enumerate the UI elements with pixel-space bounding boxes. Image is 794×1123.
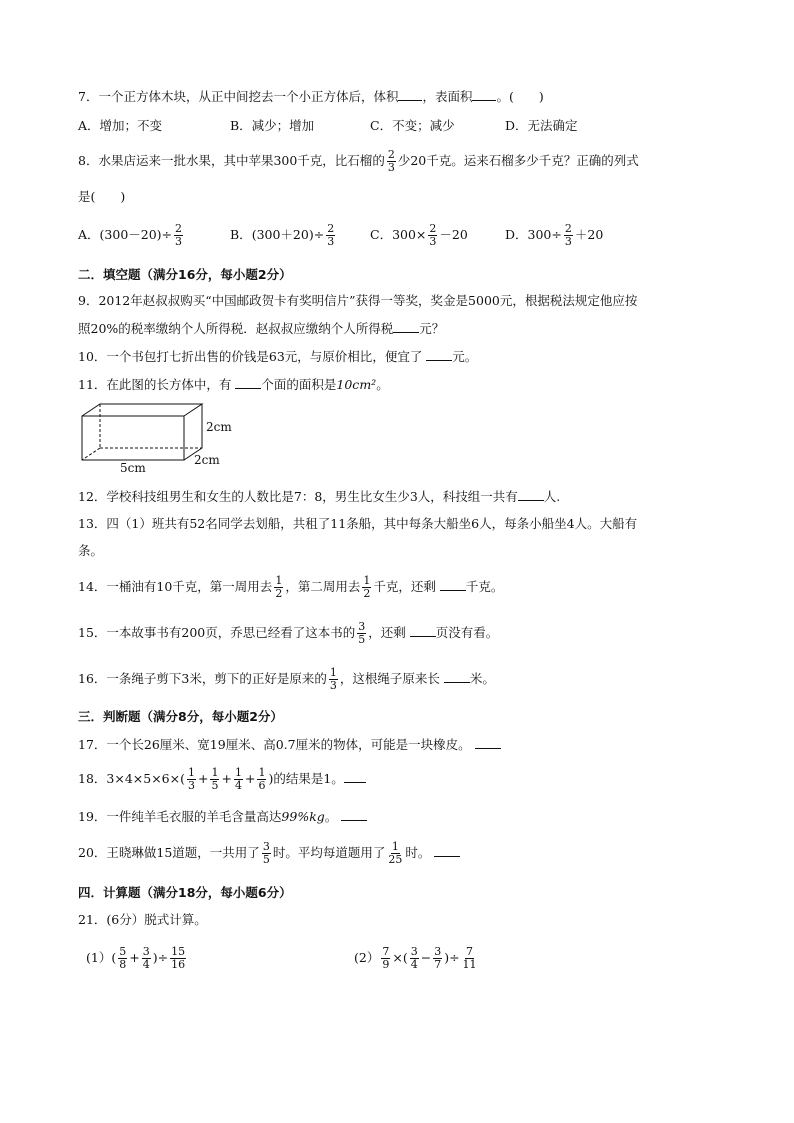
option-d[interactable]: D．300÷ $\frac{2}{3}$ ＋20	[505, 222, 604, 248]
fraction: $\frac{2}{3}$	[327, 222, 335, 248]
answer-blank[interactable]	[426, 348, 452, 361]
fraction: $\frac{3}{4}$	[410, 945, 418, 971]
option-c[interactable]: C．不变；减少	[370, 118, 455, 133]
calc-problem-2: (2） $\frac{7}{9}$ ×( $\frac{3}{4}$ − $\frac{3}{7}$ )÷ $\frac{7}{11}$	[354, 945, 477, 971]
section-heading: 四．计算题（满分18分，每小题6分）	[78, 885, 292, 900]
question-16: 16．一条绳子剪下3米，剪下的正好是原来的 $\frac{1}{3}$ ，这根绳子原来长 米。	[78, 666, 495, 692]
fraction: $\frac{7}{11}$	[462, 945, 477, 971]
question-12: 12．学校科技组男生和女生的人数比是7：8，男生比女生少3人，科技组一共有 人.	[78, 489, 561, 504]
answer-blank[interactable]	[440, 578, 466, 591]
fraction: $\frac{2}{3}$	[387, 148, 395, 174]
fraction: $\frac{3}{5}$	[358, 620, 366, 646]
fraction: $\frac{1}{3}$	[329, 666, 337, 692]
question-11: 11．在此图的长方体中，有 个面的面积是10cm²。	[78, 377, 389, 392]
option-c[interactable]: C．300× $\frac{2}{3}$ －20	[370, 222, 468, 248]
fraction: $\frac{1}{4}$	[234, 766, 242, 792]
fraction: $\frac{3}{5}$	[262, 840, 270, 866]
question-13-line2: 条。	[78, 543, 104, 558]
calc-problem-1: (1）( $\frac{5}{8}$ + $\frac{3}{4}$ )÷ $\frac{15}{16}$	[86, 945, 186, 971]
answer-blank[interactable]	[398, 88, 422, 101]
question-15: 15．一本故事书有200页，乔思已经看了这本书的 $\frac{3}{5}$ ，还剩 页没有看。	[78, 620, 499, 646]
question-10: 10．一个书包打七折出售的价钱是63元，与原价相比，便宜了 元。	[78, 349, 478, 364]
fraction: $\frac{3}{7}$	[434, 945, 442, 971]
fraction: $\frac{1}{2}$	[363, 574, 371, 600]
answer-blank[interactable]	[393, 320, 419, 333]
answer-blank[interactable]	[344, 770, 366, 783]
fraction: $\frac{2}{3}$	[175, 222, 183, 248]
fraction: $\frac{5}{8}$	[119, 945, 127, 971]
question-21: 21．(6分）脱式计算。	[78, 912, 207, 927]
question-13: 13．四（1）班共有52名同学去划船，共租了11条船，其中每条大船坐6人，每条小船坐4人。大船有	[78, 516, 638, 531]
answer-blank[interactable]	[444, 670, 470, 683]
cuboid-figure	[80, 402, 210, 464]
answer-blank[interactable]	[475, 736, 501, 749]
fraction: $\frac{3}{4}$	[142, 945, 150, 971]
height-label: 2cm	[206, 420, 232, 434]
question-14: 14．一桶油有10千克，第一周用去 $\frac{1}{2}$ ，第二周用去 $\frac{1}{2}$ 千克，还剩 千克。	[78, 574, 504, 600]
fraction: $\frac{1}{5}$	[211, 766, 219, 792]
fraction: $\frac{2}{3}$	[564, 222, 572, 248]
question-18: 18．3×4×5×6×( $\frac{1}{3}$ + $\frac{1}{5}$ + $\frac{1}{4}$ + $\frac{1}{6}$ )的结果是1。	[78, 766, 734, 792]
section-heading: 三．判断题（满分8分，每小题2分）	[78, 709, 283, 724]
fraction: $\frac{7}{9}$	[382, 945, 390, 971]
fraction: $\frac{15}{16}$	[171, 945, 186, 971]
question-19: 19．一件纯羊毛衣服的羊毛含量高达99%kg。	[78, 808, 734, 826]
question-20: 20．王晓琳做15道题，一共用了 $\frac{3}{5}$ 时。平均每道题用了 $\frac{1}{25}$ 时。	[78, 840, 734, 866]
question-9: 9．2012年赵叔叔购买“中国邮政贺卡有奖明信片”获得一等奖，奖金是5000元，根据税法规定他应按	[78, 293, 638, 308]
fraction: $\frac{1}{25}$	[388, 840, 403, 866]
width-label: 2cm	[194, 453, 220, 467]
option-b[interactable]: B．减少；增加	[230, 118, 315, 133]
question-8-line2: 是( )	[78, 189, 126, 204]
question-9-line2: 照20%的税率缴纳个人所得税．赵叔叔应缴纳个人所得税 元？	[78, 321, 445, 336]
fraction: $\frac{2}{3}$	[429, 222, 437, 248]
answer-blank[interactable]	[235, 376, 261, 389]
answer-blank[interactable]	[518, 488, 544, 501]
fraction: $\frac{1}{3}$	[188, 766, 195, 792]
question-7: 7．一个正方体木块，从正中间挖去一个小正方体后，体积 ，表面积 。( )	[78, 89, 544, 104]
question-17: 17．一个长26厘米、宽19厘米、高0.7厘米的物体，可能是一块橡皮。	[78, 736, 734, 754]
answer-blank[interactable]	[341, 808, 367, 821]
section-heading: 二．填空题（满分16分，每小题2分）	[78, 267, 292, 282]
option-b[interactable]: B．(300＋20)÷ $\frac{2}{3}$	[230, 222, 335, 248]
answer-blank[interactable]	[472, 88, 496, 101]
option-d[interactable]: D．无法确定	[505, 118, 578, 133]
answer-blank[interactable]	[410, 624, 436, 637]
question-8: 8．水果店运来一批水果，其中苹果300千克，比石榴的 $\frac{2}{3}$ 少20千克。运来石榴多少千克？正确的列式	[78, 148, 639, 174]
option-a[interactable]: A．增加；不变	[78, 118, 163, 133]
length-label: 5cm	[120, 461, 146, 475]
option-a[interactable]: A．(300－20)÷ $\frac{2}{3}$	[78, 222, 183, 248]
answer-blank[interactable]	[434, 844, 460, 857]
fraction: $\frac{1}{6}$	[258, 766, 266, 792]
fraction: $\frac{1}{2}$	[275, 574, 283, 600]
